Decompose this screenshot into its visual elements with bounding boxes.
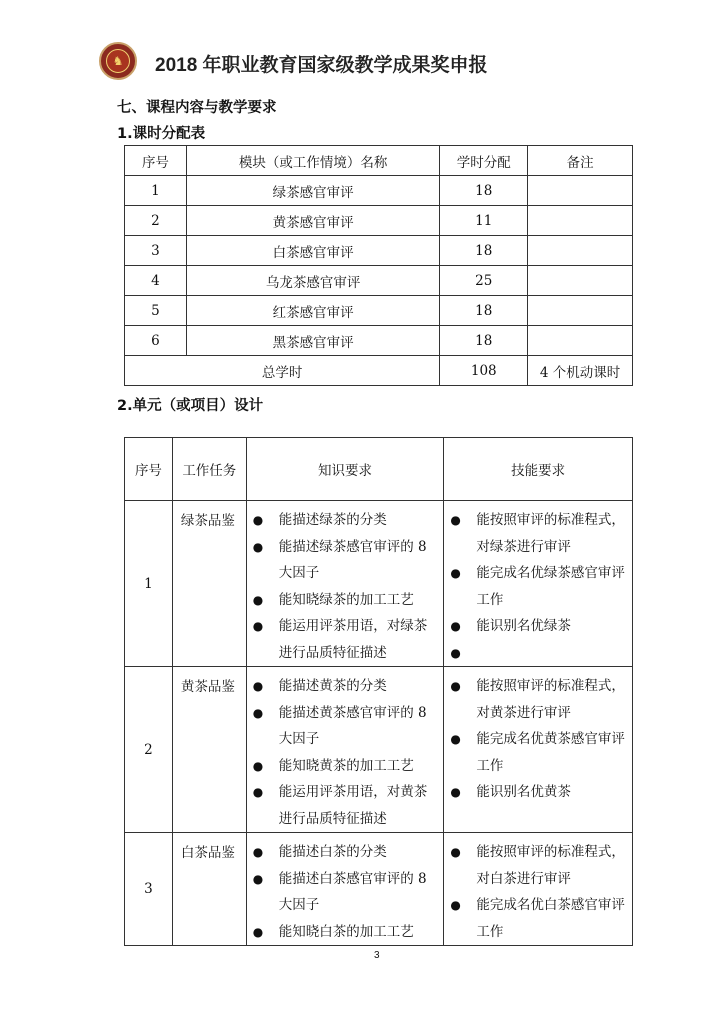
bullet-item: ● 能识别名优黄茶 xyxy=(448,779,628,806)
bullet-item: ● 能描述绿茶感官审评的 8 大因子 xyxy=(251,534,440,587)
table-row xyxy=(125,206,633,236)
knowledge-list xyxy=(247,833,444,945)
knowledge-list xyxy=(247,667,444,832)
bullet-item: ● 能按照审评的标准程式，对白茶进行审评 xyxy=(448,839,628,892)
work-task: 黄茶品鉴 xyxy=(172,667,246,833)
table-cell: 绿茶感官审评 xyxy=(186,176,439,206)
table-cell: 11 xyxy=(440,206,528,236)
bullet-item: ● 能知晓黄茶的加工工艺 xyxy=(251,753,440,780)
total-row xyxy=(125,356,633,386)
table-cell xyxy=(528,326,633,356)
skills-list xyxy=(444,501,632,640)
bullet-item: ● 能知晓白茶的加工工艺 xyxy=(251,919,440,946)
total-hours: 108 xyxy=(440,356,528,386)
knowledge-list xyxy=(247,501,444,666)
hours-allocation-table xyxy=(124,145,633,386)
column-header: 序号 xyxy=(125,438,173,501)
bullet-item: ● 能描述白茶的分类 xyxy=(251,839,440,866)
row-number: 1 xyxy=(125,501,173,667)
table-cell: 乌龙茶感官审评 xyxy=(186,266,439,296)
skills-cell xyxy=(444,667,633,833)
page-header-title: 2018 年职业教育国家级教学成果奖申报 xyxy=(155,55,488,76)
table-cell: 18 xyxy=(440,236,528,266)
table-cell: 白茶感官审评 xyxy=(186,236,439,266)
bullet-item: ● 能描述绿茶的分类 xyxy=(251,507,440,534)
row-number: 2 xyxy=(125,667,173,833)
skills-cell xyxy=(444,833,633,946)
table-row xyxy=(125,296,633,326)
bullet-item: ● 能完成名优绿茶感官审评工作 xyxy=(448,560,628,613)
bullet-item: ● 能完成名优白茶感官审评工作 xyxy=(448,892,628,945)
table-cell: 2 xyxy=(125,206,187,236)
column-header: 备注 xyxy=(528,146,633,176)
unit-design-table xyxy=(124,437,633,946)
table-cell: 25 xyxy=(440,266,528,296)
table-row xyxy=(125,266,633,296)
total-label: 总学时 xyxy=(125,356,440,386)
table-row xyxy=(125,326,633,356)
table-row xyxy=(125,176,633,206)
column-header: 模块（或工作情境）名称 xyxy=(186,146,439,176)
table-cell: 3 xyxy=(125,236,187,266)
table-cell: 18 xyxy=(440,176,528,206)
bullet-item: ● 能运用评茶用语，对绿茶进行品质特征描述 xyxy=(251,613,440,666)
bullet-item: ● 能运用评茶用语，对黄茶进行品质特征描述 xyxy=(251,779,440,832)
knowledge-cell xyxy=(246,833,444,946)
bullet-item: ● 能描述黄茶感官审评的 8 大因子 xyxy=(251,700,440,753)
subsection-title-hours: 1.课时分配表 xyxy=(117,126,206,142)
column-header: 学时分配 xyxy=(440,146,528,176)
table-cell: 黑茶感官审评 xyxy=(186,326,439,356)
section-title: 七、课程内容与教学要求 xyxy=(117,100,277,116)
row-number: 3 xyxy=(125,833,173,946)
table-row xyxy=(125,833,633,946)
table-cell: 1 xyxy=(125,176,187,206)
subsection-title-units: 2.单元（或项目）设计 xyxy=(117,398,264,414)
table-cell xyxy=(528,266,633,296)
table-cell: 18 xyxy=(440,326,528,356)
table-cell: 5 xyxy=(125,296,187,326)
table-cell xyxy=(528,176,633,206)
table-row xyxy=(125,501,633,667)
bullet-item: ● 能按照审评的标准程式，对黄茶进行审评 xyxy=(448,673,628,726)
table-cell xyxy=(528,296,633,326)
skills-list xyxy=(444,667,632,806)
work-task: 绿茶品鉴 xyxy=(172,501,246,667)
column-header: 序号 xyxy=(125,146,187,176)
knowledge-cell xyxy=(246,667,444,833)
total-note: 4 个机动课时 xyxy=(528,356,633,386)
bullet-item: ● 能识别名优绿茶 xyxy=(448,613,628,640)
skills-list xyxy=(444,833,632,945)
bullet-item: ● 能描述黄茶的分类 xyxy=(251,673,440,700)
column-header: 技能要求 xyxy=(444,438,633,501)
table-header-row xyxy=(125,146,633,176)
skills-cell xyxy=(444,501,633,667)
table-cell: 红茶感官审评 xyxy=(186,296,439,326)
table-cell: 6 xyxy=(125,326,187,356)
knowledge-cell xyxy=(246,501,444,667)
table-row xyxy=(125,236,633,266)
table-header-row xyxy=(125,438,633,501)
column-header: 知识要求 xyxy=(246,438,444,501)
page-number: 3 xyxy=(374,950,380,961)
bullet-item: ● 能知晓绿茶的加工工艺 xyxy=(251,587,440,614)
column-header: 工作任务 xyxy=(172,438,246,501)
bullet-item: ● 能完成名优黄茶感官审评工作 xyxy=(448,726,628,779)
table-cell xyxy=(528,206,633,236)
work-task: 白茶品鉴 xyxy=(172,833,246,946)
table-row xyxy=(125,667,633,833)
bullet-item: ● 能按照审评的标准程式，对绿茶进行审评 xyxy=(448,507,628,560)
table-cell: 18 xyxy=(440,296,528,326)
table-cell: 黄茶感官审评 xyxy=(186,206,439,236)
table-cell xyxy=(528,236,633,266)
table-cell: 4 xyxy=(125,266,187,296)
school-emblem-icon: ♞ xyxy=(99,42,137,80)
bullet-item: ● 能描述白茶感官审评的 8 大因子 xyxy=(251,866,440,919)
